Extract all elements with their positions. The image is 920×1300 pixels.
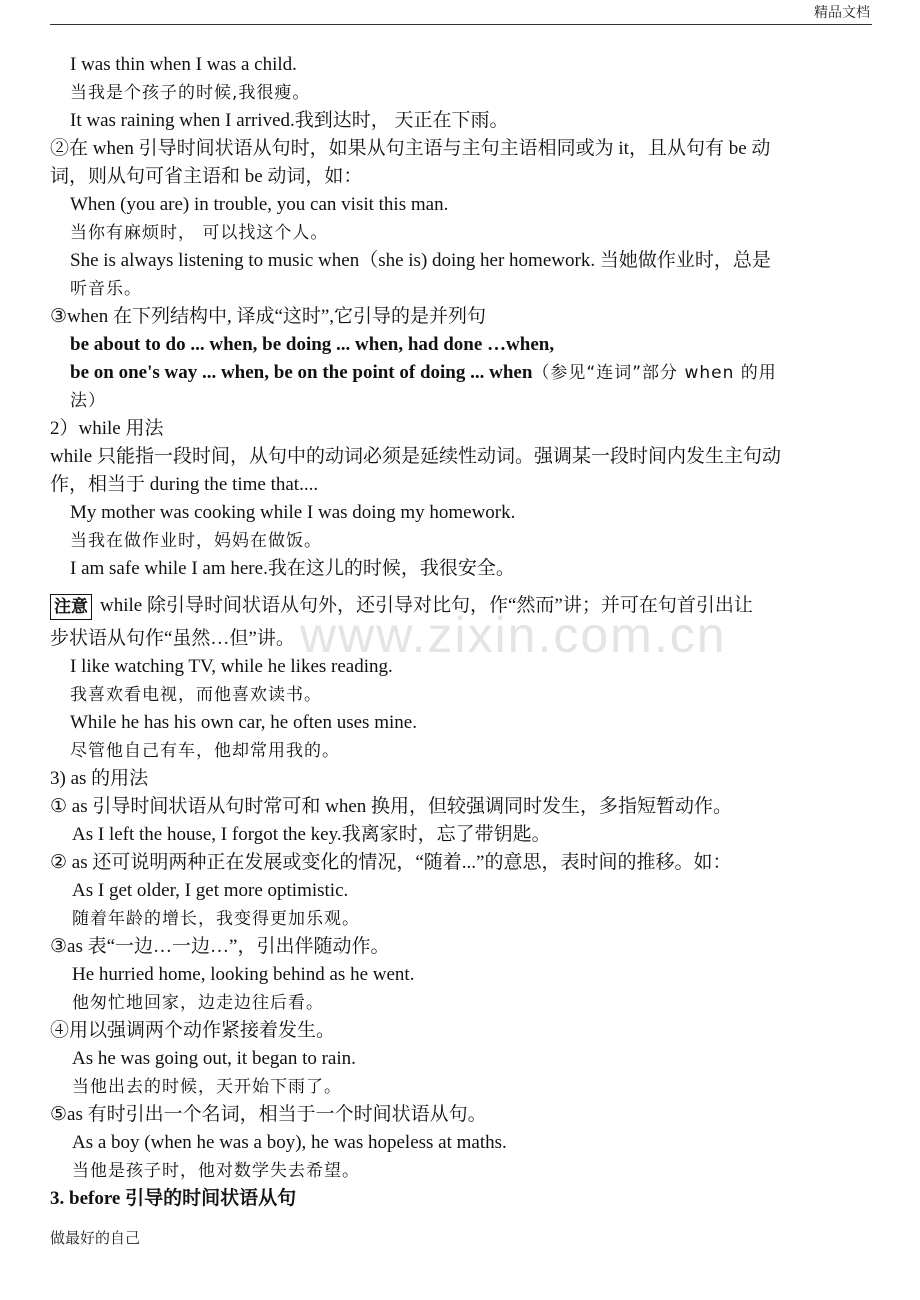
rule-text: ② as 还可说明两种正在发展或变化的情况，“随着...”的意思，表时间的推移。如： (50, 852, 732, 873)
watermark: www.zixin.com.cn (300, 607, 727, 663)
cross-reference-note: （参见“连词”部分 when 的用 (532, 363, 777, 383)
example-sentence: I like watching TV, while he likes reading. (70, 656, 393, 677)
example-sentence: As I get older, I get more optimistic. (72, 880, 349, 901)
example-translation: 听音乐。 (70, 279, 142, 299)
example-translation: 尽管他自己有车，他却常用我的。 (70, 741, 340, 761)
rule-text: ④用以强调两个动作紧接着发生。 (50, 1020, 336, 1041)
rule-text: ③when 在下列结构中, 译成“这时”,它引导的是并列句 (50, 306, 487, 327)
structure-list: be about to do ... when, be doing ... when, had done …when, (70, 334, 555, 355)
example-sentence: She is always listening to music when（she is) doing her homework. 当她做作业时，总是 (70, 250, 771, 271)
section-heading: 2）while 用法 (50, 418, 164, 439)
example-sentence: As a boy (when he was a boy), he was hopeless at maths. (72, 1132, 507, 1153)
rule-text: ① as 引导时间状语从句时常可和 when 换用，但较强调同时发生，多指短暂动作。 (50, 796, 733, 817)
header-divider (50, 24, 872, 25)
example-translation: 当我在做作业时，妈妈在做饭。 (70, 531, 322, 551)
example-translation: 随着年龄的增长，我变得更加乐观。 (72, 909, 360, 929)
section-heading: 3. before 引导的时间状语从句 (50, 1188, 297, 1209)
page-footer-label: 做最好的自己 (50, 1229, 141, 1247)
note-text: 步状语从句作“虽然…但”讲。 (50, 628, 295, 649)
page-header-label: 精品文档 (814, 5, 870, 21)
rule-text: ⑤as 有时引出一个名词，相当于一个时间状语从句。 (50, 1104, 487, 1125)
rule-text: while 只能指一段时间，从句中的动词必须是延续性动词。强调某一段时间内发生主句动 (50, 446, 781, 467)
example-sentence: While he has his own car, he often uses mine. (70, 712, 417, 733)
example-sentence: I am safe while I am here.我在这儿的时候，我很安全。 (70, 558, 515, 579)
section-heading: 3) as 的用法 (50, 768, 149, 789)
rule-text: 作，相当于 during the time that.... (50, 474, 319, 495)
rule-text: ③as 表“一边…一边…”，引出伴随动作。 (50, 936, 390, 957)
example-translation: 当你有麻烦时， 可以找这个人。 (70, 223, 329, 243)
example-sentence: As he was going out, it began to rain. (72, 1048, 356, 1069)
structure-text: be on one's way ... when, be on the point of doing ... when (70, 362, 533, 383)
example-translation: 当他出去的时候，天开始下雨了。 (72, 1077, 342, 1097)
cross-reference-note: 法） (70, 391, 106, 411)
example-translation: 我喜欢看电视，而他喜欢读书。 (70, 685, 322, 705)
example-translation: 当他是孩子时，他对数学失去希望。 (72, 1161, 360, 1181)
example-translation: 他匆忙地回家，边走边往后看。 (72, 993, 324, 1013)
rule-text: ②在 when 引导时间状语从句时，如果从句主语与主句主语相同或为 it，且从句有 be 动 (50, 138, 771, 159)
example-translation: 当我是个孩子的时候,我很瘦。 (70, 83, 311, 103)
rule-text: 词，则从句可省主语和 be 动词，如： (50, 166, 363, 187)
example-sentence: I was thin when I was a child. (70, 54, 297, 75)
note-paragraph (0, 587, 920, 625)
example-sentence: When (you are) in trouble, you can visit this man. (70, 194, 449, 215)
example-sentence: My mother was cooking while I was doing my homework. (70, 502, 516, 523)
structure-list (0, 359, 920, 387)
note-badge: 注意 (50, 594, 92, 620)
note-text: while 除引导时间状语从句外，还引导对比句，作“然而”讲；并可在句首引出让 (100, 595, 753, 616)
document-body (0, 51, 920, 1213)
example-sentence: As I left the house, I forgot the key.我离家时，忘了带钥匙。 (72, 824, 551, 845)
example-sentence: It was raining when I arrived.我到达时， 天正在下雨。 (70, 110, 509, 131)
example-sentence: He hurried home, looking behind as he went. (72, 964, 415, 985)
